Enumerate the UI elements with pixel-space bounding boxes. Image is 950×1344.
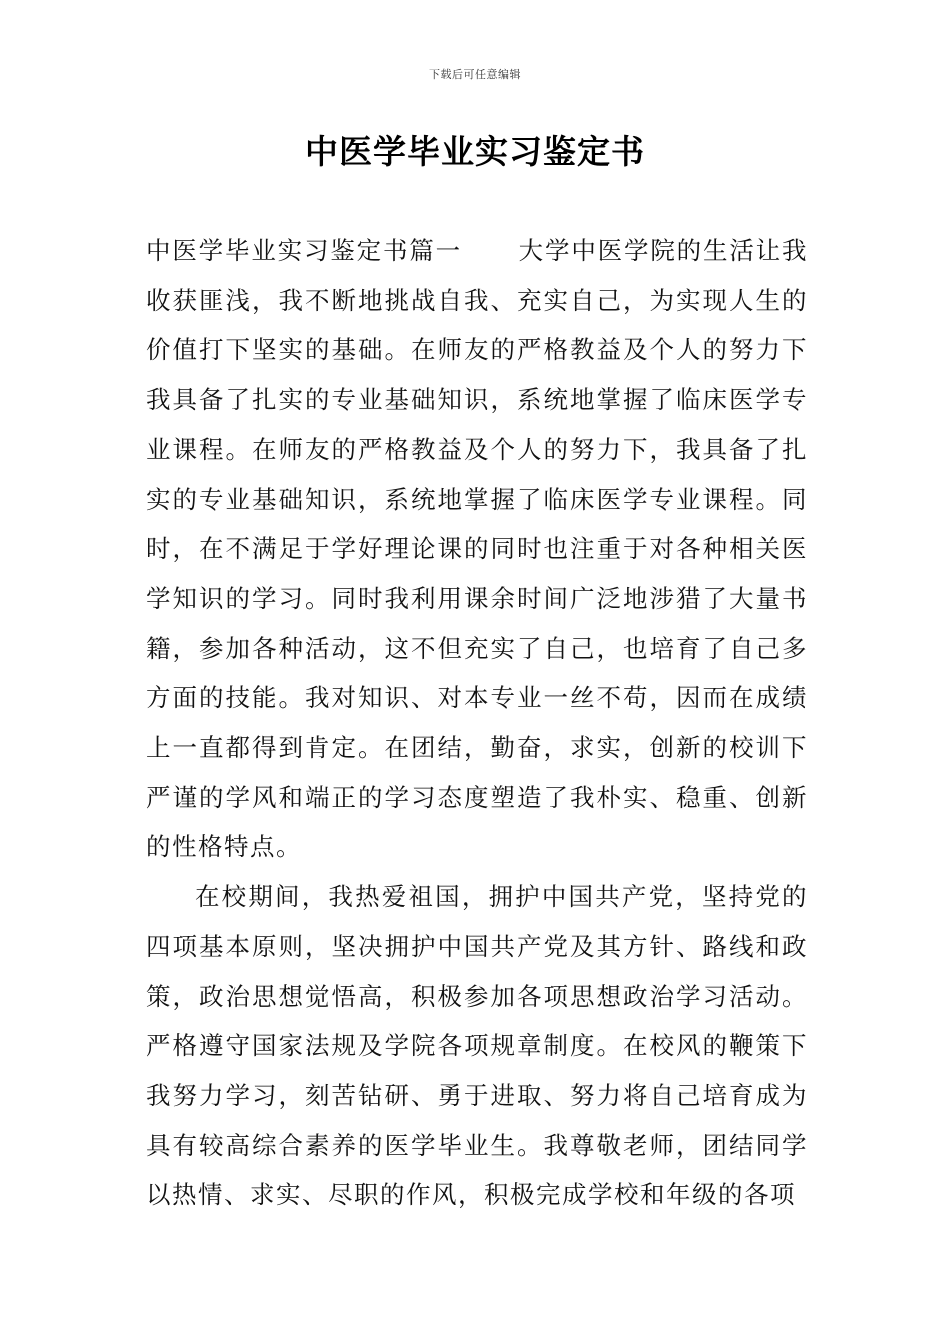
document-title: 中医学毕业实习鉴定书: [305, 132, 645, 171]
paragraph-1: [146, 226, 808, 872]
document-body: [146, 226, 808, 1220]
header-note: 下载后可任意编辑: [429, 68, 521, 81]
paragraph-2: 在校期间，我热爱祖国，拥护中国共产党，坚持党的四项基本原则，坚决拥护中国共产党及其方针、路线和政策，政治思想觉悟高，积极参加各项思想政治学习活动。严格遵守国家法规及学院各项规章制度。在校风的鞭策下我努力学习，刻苦钻研、勇于进取、努力将自己培育成为具有较高综合素养的医学毕业生。我尊敬老师，团结同学以热情、求实、尽职的作风，积极完成学校和年级的各项: [146, 882, 808, 1210]
paragraph-1-lead: 中医学毕业实习鉴定书篇一: [146, 236, 462, 265]
paragraph-1-body: 大学中医学院的生活让我收获匪浅，我不断地挑战自我、充实自己，为实现人生的价值打下坚实的基础。在师友的严格教益及个人的努力下我具备了扎实的专业基础知识，系统地掌握了临床医学专业课程。在师友的严格教益及个人的努力下，我具备了扎实的专业基础知识，系统地掌握了临床医学专业课程。同时，在不满足于学好理论课的同时也注重于对各种相关医学知识的学习。同时我利用课余时间广泛地涉猎了大量书籍，参加各种活动，这不但充实了自己，也培育了自己多方面的技能。我对知识、对本专业一丝不苟，因而在成绩上一直都得到肯定。在团结，勤奋，求实，创新的校训下严谨的学风和端正的学习态度塑造了我朴实、稳重、创新的性格特点。: [146, 236, 809, 862]
